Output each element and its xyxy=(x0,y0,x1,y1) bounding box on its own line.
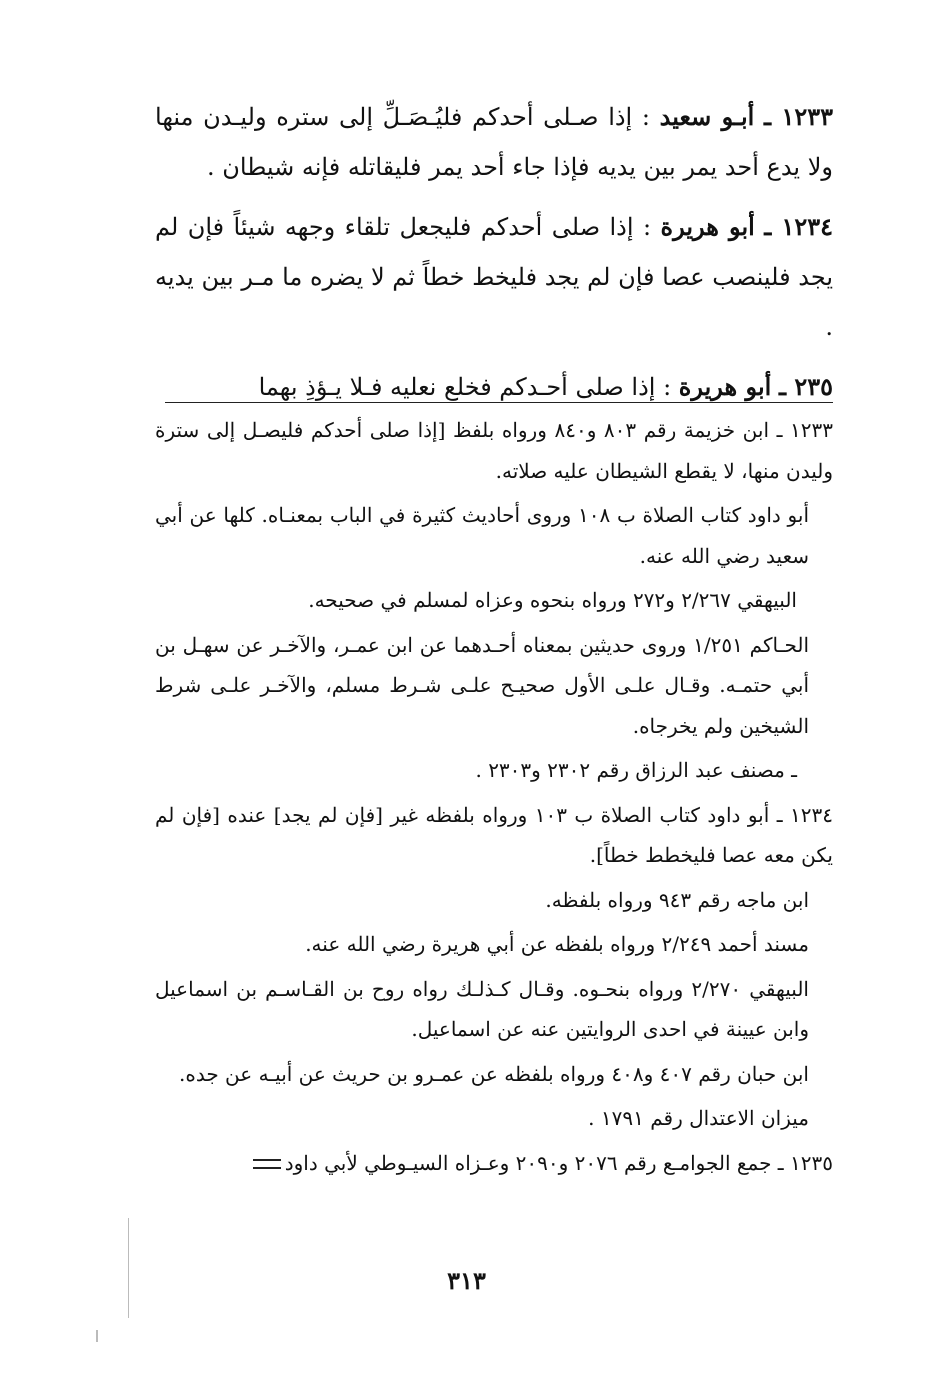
hadith-text: : إذا صلى أحدكم فليجعل تلقاء وجهه شيئاً فإن لم يجد فلينصب عصا فإن لم يجد فليخط خطاً ثم لا يضره ما مـر بين يديه . xyxy=(155,213,833,341)
narrator-name: أبو هريرة xyxy=(660,212,755,241)
footnote-1234-e: ابن حبان رقم ٤٠٧ و٤٠٨ ورواه بلفظه عن عمـرو بن حريث عن أبيـه عن جده. xyxy=(179,1061,809,1086)
footnote-1234-f: ميزان الاعتدال رقم ١٧٩١ . xyxy=(588,1106,809,1130)
footnote-1233-c: البيهقي ٢/٢٦٧ و٢٧٢ ورواه بنحوه وعزاه لمسلم في صحيحه. xyxy=(308,588,797,612)
footnote-1233-a: ١٢٣٣ ـ ابن خزيمة رقم ٨٠٣ و٨٤٠ ورواه بلفظ [إذا صلى أحدكم فليصـل إلى سترة وليدن منها، لا يقطع الشيطان عليه صلاته. xyxy=(155,418,833,483)
hadith-1233 xyxy=(155,92,833,192)
footnote-divider xyxy=(165,402,833,403)
continuation-mark xyxy=(253,1159,281,1169)
footnote-1234-a: ١٢٣٤ ـ أبو داود كتاب الصلاة ب ١٠٣ ورواه بلفظه غير [فإن لم يجد] عنده [فإن لم يكن معه عصا فليخطط خطاً]. xyxy=(155,802,833,867)
main-text xyxy=(155,92,833,422)
hadith-number: ١٢٣٤ ـ xyxy=(764,212,834,241)
page-number: ٣١٣ xyxy=(447,1266,486,1295)
hadith-number: ١٢٣٣ ـ xyxy=(764,102,834,131)
hadith-1235 xyxy=(155,362,833,412)
narrator-name: أبـو سعيد xyxy=(659,102,755,131)
footnote-1234-b: ابن ماجه رقم ٩٤٣ ورواه بلفظه. xyxy=(545,887,809,912)
footnote-1234-c: مسند أحمد ٢/٢٤٩ ورواه بلفظه عن أبي هريرة رضي الله عنه. xyxy=(305,932,809,956)
footnote-1234-d: البيهقي ٢/٢٧٠ ورواه بنحـوه. وقـال كـذلـك رواه روح بن القـاسـم بن اسماعيل وابن عيينة في احدى الروايتين عنه عن اسماعيل. xyxy=(155,976,809,1041)
hadith-text: : إذا صلى أحـدكم فخلع نعليه فـلا يـؤذِ بهما xyxy=(258,373,672,401)
hadith-text: : إذا صـلى أحدكم فليُـصَـلِّ إلى ستره وليـدن منها ولا يدع أحد يمر بين يديه فإذا جاء أحد يمر فليقاتله فإنه شيطان . xyxy=(155,103,833,181)
footnote-1233-d: الحـاكم ١/٢٥١ وروى حديثين بمعناه أحـدهما عن ابن عمـر، والآخـر عن سهـل بن أبي حتمـه. وقـال علـى الأول صحيـح علـى شـرط مسلم، والآخـر علـى شرط الشيخين ولم يخرجاه. xyxy=(155,632,810,738)
hadith-number: ٢٣٥ ـ xyxy=(778,372,833,401)
scan-artifact-mark xyxy=(96,1330,98,1342)
narrator-name: أبو هريرة xyxy=(678,372,772,401)
footnotes xyxy=(155,410,833,1187)
hadith-1234 xyxy=(155,202,833,352)
footnote-1235-a xyxy=(155,1143,833,1184)
footnote-1233-b: أبو داود كتاب الصلاة ب ١٠٨ وروى أحاديث كثيرة في الباب بمعنـاه. كلها عن أبي سعيد رضي الله عنه. xyxy=(155,503,809,568)
footnote-1233-e: ـ مصنف عبد الرزاق رقم ٢٣٠٢ و٢٣٠٣ . xyxy=(475,758,797,782)
scan-artifact-line xyxy=(128,1218,129,1318)
footnote-1235-text: ١٢٣٥ ـ جمع الجوامـع رقم ٢٠٧٦ و٢٠٩٠ وعـزاه السيـوطي لأبي داود xyxy=(284,1150,833,1175)
